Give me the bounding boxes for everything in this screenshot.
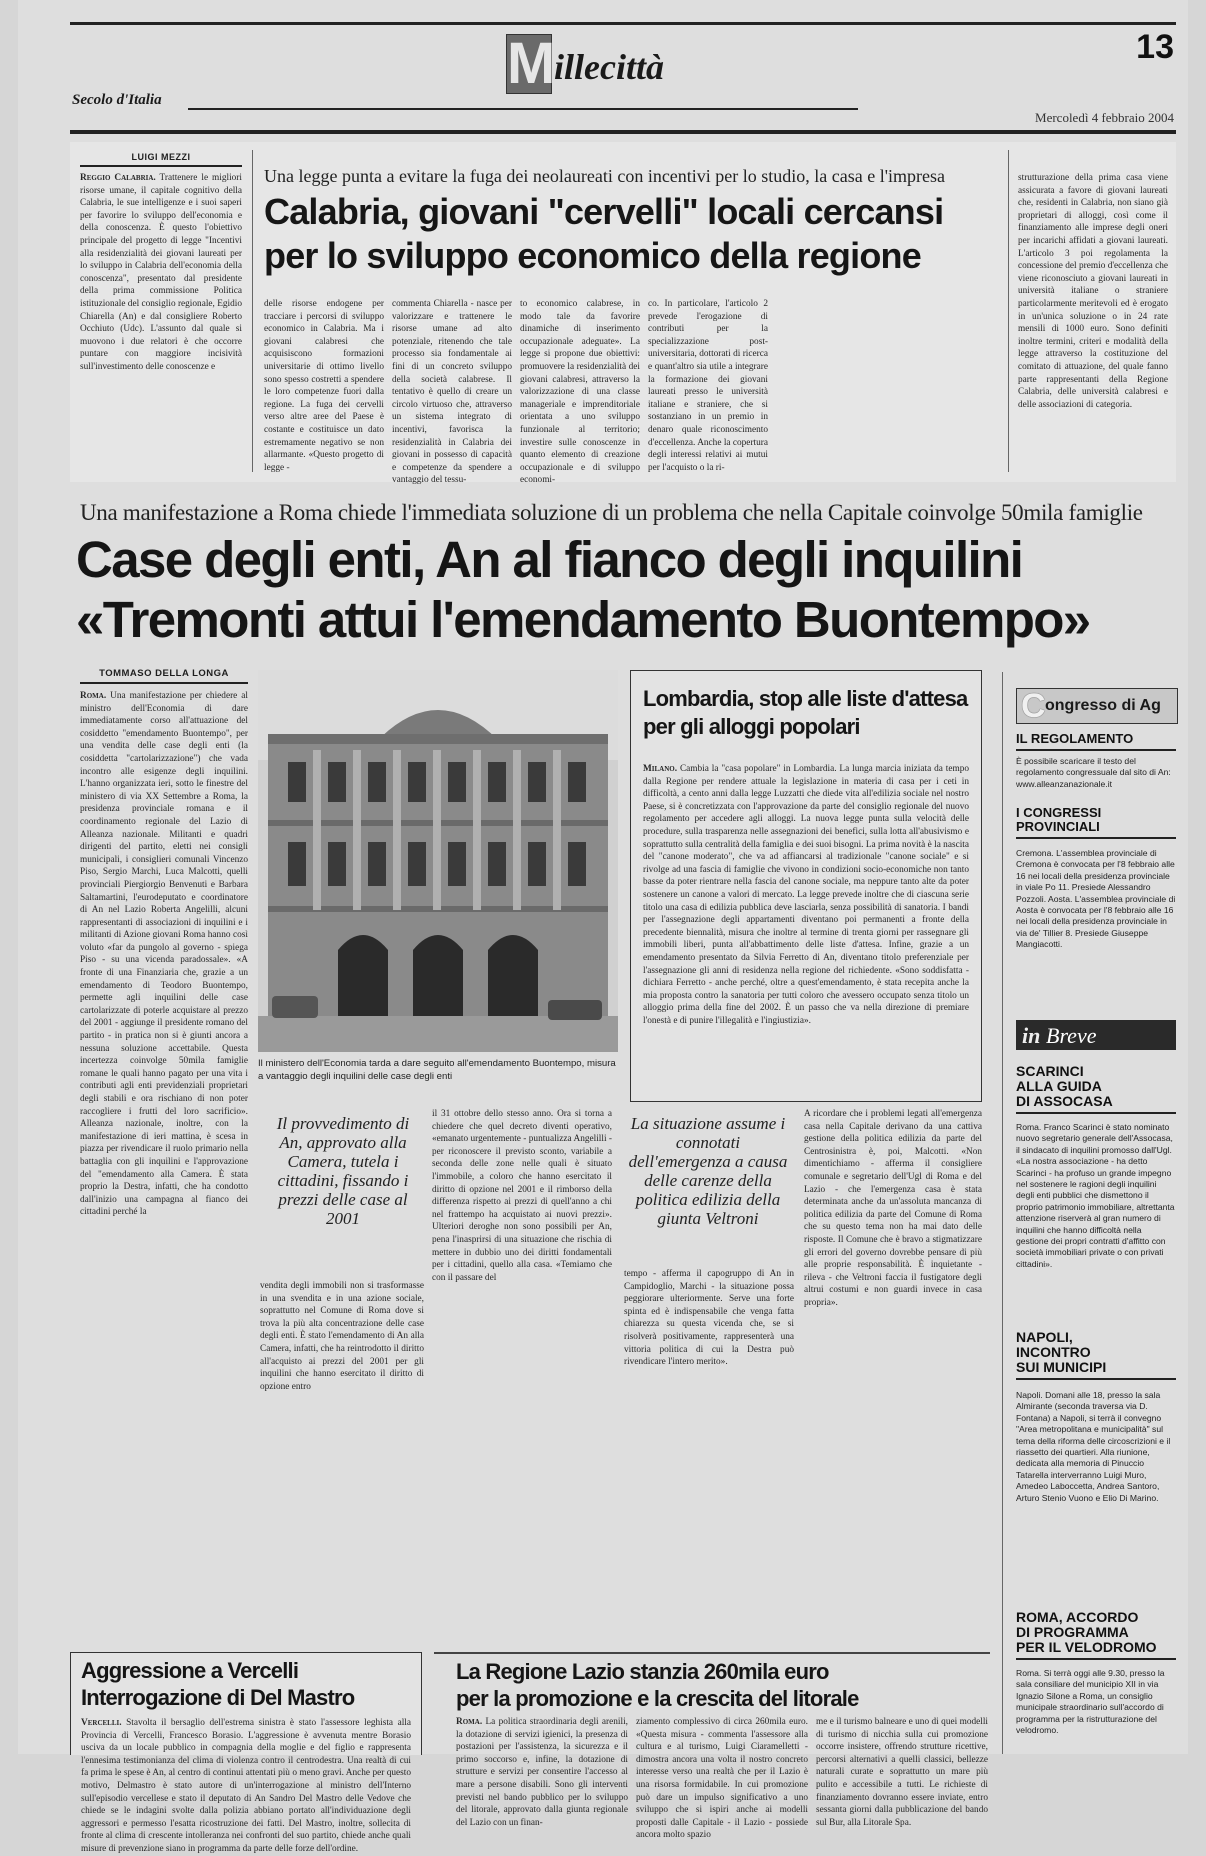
scarinci-text: Roma. Franco Scarinci è stato nominato nuovo segretario generale dell'Assocasa, il sindacato di inquilini promosso dall'Ugl. «La nostra associazione - ha detto Scarinci - ha profuso un grande impegno nel sostenere le ragioni degli inquilini degli enti pubblici che dismettono il proprio patrimonio immobiliare, altrettanta attenzione riserverà al gran numero di inquilini che hanno difficoltà nella gestione dei propri contratti d'affitto con società immobiliari private o con privati cittadini».	[1016, 1122, 1175, 1269]
lombardia-text: Cambia la "casa popolare" in Lombardia. La lunga marcia iniziata da tempo dalla Regione per rendere attuale la legislazione in materia di casa per i ceti in difficoltà, a cento anni dalla legge Luzzatti che diede vita all'edilizia sociale nel nostro Paese, si è concretizzata con l'approvazione da parte del consiglio regionale del nuovo regolamento per accedere agli alloggi. La nuova legge punta sulla velocità delle procedure, sulla trasparenza nelle assegnazioni dei benefici, sulla lotta all'abusivismo e soprattutto sulla centralità della famiglia e dei suoi bisogni. La prima novità è la nascita del "canone moderato", che va ad affiancarsi al tradizionale "canone sociale" e si rivolge ad una fascia di famiglie che vivono in condizioni socio-economiche non tanto basse da poter rientrare nella fascia del canone sociale, ma neppure tanto alte da poter sostenere un canone a valori di mercato. La legge prevede inoltre che di ciascuna serie titolo una casa di edilizia pubblica deve lasciarla, senza possibilità di sanatoria. I bandi per l'assegnazione degli appartamenti diventano poi permanenti a fronte della precedente biennalità, misura che inoltre al termine di trenta giorni per rassegnare gli immobili liberi, punta all'abbattimento delle liste d'attesa. Infine, grazie a un emendamento presentato da Silvia Ferretto di An, diventano titolo preferenziale per l'assegnazione gli anni di residenza nella regione del richiedente. «Sono soddisfatta - dichiara Ferretto - anche perché, oltre a quest'emendamento, è stata recepita anche la mia proposta contro la sanatoria per tutti coloro che avessero occupato senza titolo un alloggio prima della fine del 2002. È un passo che va nella direzione di premiare l'onestà e di punire l'illegalità e l'ingiustizia».	[643, 764, 969, 1026]
case-enti-col1-text: Una manifestazione per chiedere al ministro dell'Economia di dare immediatamente corso all'attuazione del cosiddetto "emendamento Buontempo", per una vendita delle case degli enti (la cosiddetta "cartolarizzazione") che vada incontro alle esigenze degli inquilini. L'hanno organizzata ieri, sotto le finestre del ministero di via XX Settembre a Roma, la presidenza provinciale romana e il coordinamento regionale del Lazio di Alleanza nazionale. Militanti e quadri dirigenti del partito, eletti nei consigli municipali, i consiglieri comunali Vincenzo Piso, Sergio Marchi, Luca Malcotti, quelli provinciali Piergiorgio Benvenuti e Barbara Saltamartini, l'eurodeputato e coordinatore di An nel Lazio Roberta Angelilli, alcuni rappresentanti di associazioni di inquilini e i militanti di Azione giovani Roma hanno così voluto «far da pungolo al governo - spiega Piso - su una vicenda paradossale». «A fronte di una Finanziaria che, grazie a un emendamento di Teodoro Buontempo, permette agli inquilini delle case cartolarizzate di poterle acquistare al prezzo del 2001 - aggiunge il presidente romano del partito - in pratica non si è giunti ancora a nessuna soluzione accettabile. Questa incertezza coinvolge 50mila famiglie romane le quali hanno pagato per una vita i contributi agli enti previdenziali proprietari degli stabili e ora rischiano di non poter raccogliere i frutti del loro sacrificio». Alleanza nazionale, inoltre, con la manifestazione di ieri mattina, è scesa in piazza per rivendicare il ruolo primario nella battaglia con gli inquilini e l'approvazione del "emendamento alla Camera. È stata proprio la Destra, infatti, che ha condotto dall'inizio una campagna al fianco dei cittadini perché la	[80, 691, 249, 1218]
congressi-heading-line-1: I CONGRESSI	[1016, 805, 1102, 820]
case-enti-column-4: tempo - afferma il capogruppo di An in Campidoglio, Marchi - la situazione possa peggiorare ulteriormente. Serve una forte spinta ed è indispensabile che venga fatta chiarezza su questa vicenda che, se si risolverà positivamente, rappresenterà una vittoria politica di cui la Destra può rivendicare l'intero merito».	[624, 1269, 794, 1368]
issue-date: Mercoledì 4 febbraio 2004	[1035, 110, 1174, 125]
masthead-top-rule	[70, 22, 1176, 25]
velodromo-text: Roma. Si terrà oggi alle 9.30, presso la sala consiliare del municipio XII in via Ignazio Silone a Roma, un consiglio municipale straordinario sull'accordo di programma per la ristrutturazione del velodromo.	[1016, 1668, 1165, 1736]
velodromo-heading-line-3: PER IL VELODROMO	[1016, 1639, 1157, 1655]
section-initial: M	[507, 31, 556, 96]
case-enti-title-line-1: Case degli enti, An al fianco degli inquilini	[76, 531, 1023, 588]
vercelli-headline	[81, 1657, 411, 1711]
inbreve-banner	[1016, 1020, 1176, 1050]
lombardia-headline	[643, 685, 973, 741]
congressi-heading	[1016, 806, 1176, 839]
calabria-title-line-1: Calabria, giovani "cervelli" locali cercansi	[264, 191, 944, 232]
section-title: illecittà	[554, 47, 664, 87]
lazio-column-1	[456, 1716, 629, 1828]
photo-caption: Il ministero dell'Economia tarda a dare seguito all'emendamento Buontempo, misura a vantaggio degli inquilini delle case degli enti	[258, 1058, 616, 1082]
vercelli-box	[70, 1652, 422, 1854]
napoli-heading	[1016, 1330, 1176, 1380]
lazio-column-3: me e il turismo balneare e uno di quei modelli di turismo di nicchia sulla cui promozione occorre insistere, offrendo strutture ricettive, percorsi alternativi a quelli classici, bellezze naturali curate e soprattutto un mare più pulito e accessibile a tutti. Le richieste di finanziamento dovranno essere inviate, entro sessanta giorni dalla pubblicazione del bando sul Bur, alla Litorale Spa.	[816, 1717, 988, 1828]
napoli-text: Napoli. Domani alle 18, presso la sala Almirante (seconda traversa via D. Fontana) a Napoli, si terrà il convegno "Area metropolitana e municipalità" sul tema della riforma delle circoscrizioni e il riassetto dei quartieri. Alla riunione, dedicata alla memoria di Pinuccio Tatarella interverranno Luigi Muro, Amedeo Laboccetta, Andrea Santoro, Arturo Stenio Vuono e Elio Di Marino.	[1016, 1390, 1171, 1503]
calabria-column-4: to economico calabrese, in modo tale da favorire dinamiche di inserimento occupazionale adeguate». La legge si propone due obiettivi: promuovere la residenzialità dei giovani calabresi, attraverso la valorizzazione di una classe manageriale e imprenditoriale orientata a uno sviluppo funzionale al territorio; investire sulle conoscenze in quanto elemento di creazione occupazionale e di sviluppo economi-	[520, 299, 640, 486]
vercelli-text-block	[81, 1717, 411, 1854]
vercelli-title-line-1: Aggressione a Vercelli	[81, 1658, 299, 1683]
lazio-headline	[456, 1658, 996, 1712]
lombardia-text-block	[643, 763, 969, 1093]
calabria-byline-block	[80, 152, 242, 167]
lombardia-title-line-2: per gli alloggi popolari	[643, 714, 860, 739]
pull-quote-1: Il provvedimento di An, approvato alla Camera, tutela i cittadini, fissando i prezzi delle case al 2001	[276, 1114, 410, 1228]
calabria-byline: LUIGI MEZZI	[80, 152, 242, 167]
lazio-column-2: ziamento complessivo di circa 260mila euro. «Questa misura - commenta l'assessore alla cultura e al turismo, Luigi Ciaramelletti - dimostra ancora una volta il nostro concreto interesse verso una realtà che per il Lazio è una risorsa formidabile. In cui promozione può dare un impulso significativo a uno sviluppo che si ispiri anche ai modelli proposti dalle Capitale - il Lazio - possiede ancora molto spazio	[636, 1717, 808, 1841]
inbreve-title: Breve	[1046, 1023, 1097, 1048]
scarinci-heading-line-2: ALLA GUIDA	[1016, 1078, 1102, 1094]
congresso-banner	[1016, 688, 1178, 724]
ministry-building-image	[258, 670, 618, 1052]
velodromo-heading	[1016, 1610, 1176, 1660]
calabria-dateline: Reggio Calabria.	[80, 173, 156, 183]
calabria-kicker: Una legge punta a evitare la fuga dei neolaureati con incentivi per lo studio, la casa e l'impresa	[264, 166, 945, 186]
newspaper-name: Secolo d'Italia	[72, 92, 162, 108]
lazio-col1-text: La politica straordinaria degli arenili, la dotazione di servizi igienici, la presenza di postazioni per l'assistenza, la sicurezza e il primo soccorso e, infine, la dotazione di strutture e servizi per consentire l'accesso al mare a persone disabili. Sono gli interventi previsti nel bando pubblico per lo sviluppo del litorale, approvato dalla giunta regionale del Lazio con un finan-	[456, 1717, 629, 1828]
vercelli-text: Stavolta il bersaglio dell'estrema sinistra è stato l'assessore leghista alla Provincia di Vercelli, Francesco Borasio. L'aggressione è avvenuta mentre Borasio usciva da un locale pubblico in compagnia della moglie e del figlio e rappresenta l'ennesima testimonianza del clima di violenza contro il centrodestra. Una realtà di cui fa prima le spese è An, al centro di continui attentati più o meno gravi. Anche per questo motivo, Delmastro è stato autore di un'interrogazione al ministro dell'Interno sull'episodio vercellese e stato il deputato di An Sandro Del Mastro delle Vedove che chiede se le indagini svolte dalla polizia abbiano portato all'individuazione degli aggressori e permesso l'esatta ricostruzione dei fatti. Del Mastro, inoltre, sollecita di fronte al clima di crescente intolleranza nei confronti del suo partito, chiede anche quali misure di prevenzione siano in programma da parte delle forze dell'ordine.	[81, 1718, 411, 1854]
calabria-column-5: co. In particolare, l'articolo 2 prevede l'erogazione di contributi per la specializzazione post-universitaria, dottorati di ricerca e quant'altro sia utile a integrare la formazione dei giovani laureati presso le università italiane e straniere, che si sostanziano in un premio in denaro quale riconoscimento d'eccellenza. Anche la copertura degli interessi relativi ai mutui per l'acquisto o la ri-	[648, 299, 768, 473]
lazio-top-rule	[434, 1652, 990, 1654]
calabria-headline	[264, 190, 1004, 278]
congresso-initial: C	[1021, 687, 1046, 725]
lazio-title-line-2: per la promozione e la crescita del litorale	[456, 1686, 859, 1711]
section-logo-block	[506, 31, 556, 96]
pull-quote-2: La situazione assume i connotati dell'emergenza a causa delle carenze della politica edilizia della giunta Veltroni	[628, 1114, 788, 1228]
scarinci-heading-line-3: DI ASSOCASA	[1016, 1093, 1113, 1109]
velodromo-heading-line-2: DI PROGRAMMA	[1016, 1624, 1129, 1640]
calabria-column-side: strutturazione della prima casa viene assicurata a favore di giovani laureati che, residenti in Calabria, non siano già proprietari di alloggi, così come il finanziamento alle imprese degli oneri per incarichi affidati a giovani laureati. L'articolo 3 poi regolamenta la concessione del premio d'eccellenza che viene riconosciuto a giovani laureati in università italiane o straniere particolarmente meritevoli ed è erogato in un'unica soluzione o in 24 rate mensili di 1000 euro. Sono definiti inoltre termini, criteri e modalità della legge attraverso la costituzione del comitato di attuazione, del quale fanno parte rappresentanti della Regione Calabria, delle università calabresi e delle associazioni di categoria.	[1018, 173, 1168, 410]
newspaper-page	[18, 0, 1188, 1854]
case-enti-headline	[76, 530, 1186, 650]
inbreve-in: in	[1022, 1023, 1041, 1048]
lazio-dateline: Roma.	[456, 1717, 483, 1727]
calabria-column-1	[80, 172, 242, 472]
regolamento-heading: IL REGOLAMENTO	[1016, 732, 1176, 751]
lazio-title-line-1: La Regione Lazio stanzia 260mila euro	[456, 1659, 829, 1684]
case-enti-column-3: il 31 ottobre dello stesso anno. Ora si torna a chiedere che quel decreto diventi operativo, «emanato urgentemente - puntualizza Angelilli - per riconoscere il previsto sconto, variabile a seconda delle zone nelle quali è situato l'immobile, a coloro che hanno esercitato il diritto di opzione nel 2001 e il rimborso della differenza rispetto ai prezzi di quell'anno a chi nel frattempo ha acquistato ai nuovi prezzi». Ulteriori deroghe non sono possibili per An, pena l'inasprirsi di una situazione che rischia di mettere in dubbio uno dei diritti fondamentali per i cittadini, quello alla casa. «Temiamo che con il passare del	[432, 1109, 612, 1283]
congressi-text: Cremona. L'assemblea provinciale di Cremona è convocata per l'8 febbraio alle 16 nei locali della presidenza provinciale in viale Po 11. Presiede Alessandro Pozzoli. Aosta. L'assemblea provinciale di Aosta è convocata per l'8 febbraio alle 16 nei locali della presidenza provinciale in via de' Tillier 8. Presiede Giuseppe Mangiacotti.	[1016, 848, 1176, 950]
case-enti-kicker: Una manifestazione a Roma chiede l'immediata soluzione di un problema che nella Capitale coinvolge 50mila famiglie	[80, 500, 1143, 525]
case-enti-title-line-2: «Tremonti attui l'emendamento Buontempo»	[76, 591, 1090, 648]
calabria-rule-2	[1008, 150, 1009, 472]
sidebar-rule	[1002, 672, 1003, 1754]
masthead-mid-rule	[188, 108, 858, 110]
case-enti-dateline: Roma.	[80, 691, 107, 701]
congresso-title: ongresso di Ag	[1045, 697, 1161, 714]
calabria-column-2: delle risorse endogene per tracciare i percorsi di sviluppo economico in Calabria. Ma i giovani calabresi che acquisiscono formazioni universitarie di ottimo livello sono spesso costretti a spendere le loro competenze fuori dalla regione. La fuga dei cervelli verso altre aree del Paese è costante e costituisce un dato estremamente negativo se non allarmante. «Questo progetto di legge -	[264, 299, 384, 473]
scarinci-heading-line-1: SCARINCI	[1016, 1063, 1084, 1079]
scarinci-heading	[1016, 1064, 1176, 1114]
calabria-title-line-2: per lo sviluppo economico della regione	[264, 235, 921, 276]
vercelli-title-line-2: Interrogazione di Del Mastro	[81, 1685, 355, 1710]
masthead-bottom-rule	[70, 130, 1176, 134]
lombardia-box	[630, 670, 982, 1102]
lombardia-title-line-1: Lombardia, stop alle liste d'attesa	[643, 686, 968, 711]
case-enti-byline-block	[80, 668, 248, 684]
calabria-column-3: commenta Chiarella - nasce per valorizzare e trattenere le risorse umane ad alto potenziale, ritenendo che tale processo sia fondamentale ai fini di un concreto sviluppo della società calabrese. Il tentativo è quello di creare un circolo virtuoso che, attraverso un sistema integrato di incentivi, favorisca la residenzialità in Calabria dei giovani in possesso di capacità e competenze da spendere a vantaggio del tessu-	[392, 299, 512, 486]
napoli-heading-line-3: SUI MUNICIPI	[1016, 1359, 1107, 1375]
congressi-heading-line-2: PROVINCIALI	[1016, 819, 1100, 834]
velodromo-heading-line-1: ROMA, ACCORDO	[1016, 1609, 1139, 1625]
page-number: 13	[1136, 28, 1174, 66]
case-enti-byline: TOMMASO DELLA LONGA	[80, 668, 248, 684]
case-enti-column-2: vendita degli immobili non si trasformasse in una svendita e in una azione sociale, soprattutto nel Comune di Roma dove si trova la più alta concentrazione delle case degli enti. È stato l'emendamento di An alla Camera, infatti, che ha reintrodotto il diritto all'acquisto ai prezzi del 2001 per gli inquilini che hanno esercitato il diritto di opzione entro	[260, 1281, 424, 1392]
regolamento-text: È possibile scaricare il testo del regolamento congressuale dal sito di An: www.alleanzanazionale.it	[1016, 756, 1171, 789]
ministry-photo	[258, 670, 618, 1052]
calabria-col1-text: Trattenere le migliori risorse umane, il capitale cognitivo della Calabria, le sue intelligenze e i suoi saperi per favorire lo sviluppo dell'economia e della conoscenza. È questo l'obiettivo principale del progetto di legge "Incentivi alla residenzialità dei giovani laureati per lo sviluppo in Calabria dell'economia della conoscenza", presentato dal presidente della prima commissione Politica istituzionale del consiglio regionale, Egidio Chiarella (An) e dal consigliere Roberto Occhiuto (Udc). L'assunto dal quale si muovono i due relatori è che occorre puntare con maggiore incisività sull'investimento delle conoscenze e	[80, 173, 242, 372]
napoli-heading-line-1: NAPOLI,	[1016, 1329, 1073, 1345]
case-enti-column-1	[80, 690, 248, 1642]
calabria-rule-1	[252, 150, 253, 472]
vercelli-dateline: Vercelli.	[81, 1718, 122, 1728]
napoli-heading-line-2: INCONTRO	[1016, 1344, 1091, 1360]
lombardia-dateline: Milano.	[643, 764, 678, 774]
case-enti-column-5: A ricordare che i problemi legati all'emergenza casa nella Capitale derivano da una cattiva gestione della politica edilizia da parte del Centrosinistra è, poi, Malcotti. «Non dimentichiamo - afferma il consigliere comunale e segretario dell'Ugl di Roma e del Lazio - che l'emergenza casa è stata determinata anche da un'assoluta mancanza di politica edilizia da parte del Comune di Roma che su questo tema non ha mai dato delle risposte. Il Comune che è bravo a stigmatizzare gli errori del governo dovrebbe pensare di più alle proprie responsabilità. È inquietante - rileva - che Veltroni faccia il fustigatore degli altrui costumi e non guardi invece in casa propria».	[804, 1109, 982, 1308]
